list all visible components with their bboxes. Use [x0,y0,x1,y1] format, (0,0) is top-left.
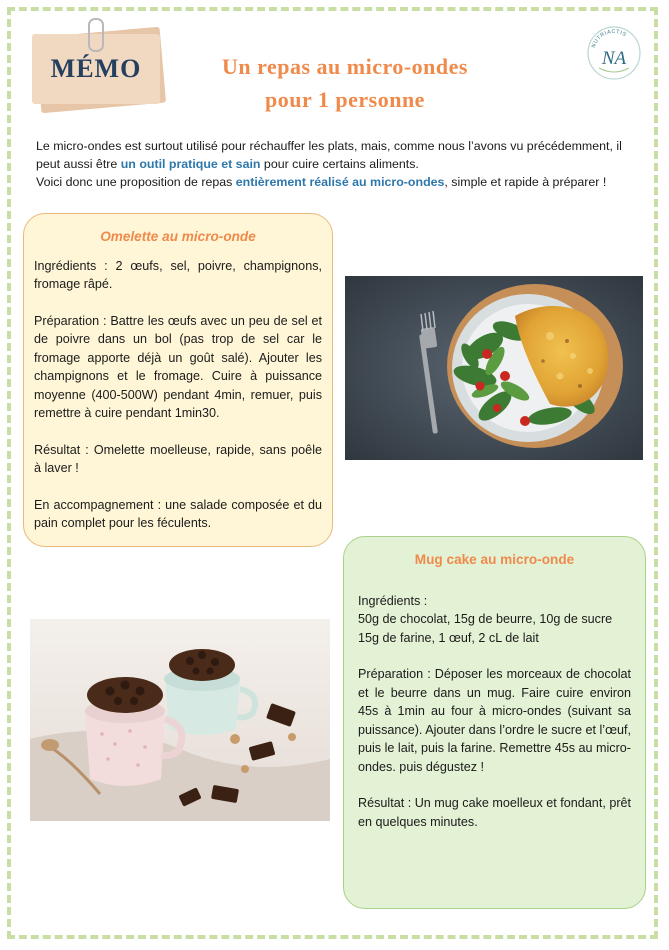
intro-paragraph-2 [36,173,646,191]
intro-paragraph-1 [36,137,646,173]
intro-highlight-1: un outil pratique et sain [120,157,261,171]
title-line-1: Un repas au micro-ondes [222,54,468,79]
section-text: : Omelette moelleuse, rapide, sans poêle à laver ! [34,442,322,475]
memo-tag [28,22,168,112]
omelette-result [34,441,322,478]
section-text: : Déposer les morceaux de chocolat et le beurre dans un mug. Faire cuire environ 45s à 1min au four à micro-ondes (suivant sa puissance). Ajouter dans l’ordre le sucre et l’œuf, puis le lait, puis la farine. Remettre 45s au micro-ondes. puis dégustez ! [358,667,631,774]
mugcake-recipe-card [343,536,646,909]
paperclip-icon [88,18,104,52]
mugcake-preparation [358,665,631,776]
section-label: Résultat [34,442,81,457]
section-label: En accompagnement [34,497,154,512]
section-label: Ingrédients [358,593,421,608]
logo-brand-text: NUTRIACTIS [590,28,628,49]
section-label: Préparation [34,313,100,328]
mugcake-result [358,794,631,831]
omelette-side [34,496,322,533]
intro-text [36,137,646,191]
omelette-ingredients [34,257,322,294]
mugcake-photo [30,619,330,821]
section-label: Ingrédients [34,258,97,273]
svg-text:NUTRIACTIS [591,29,628,49]
memo-label: MÉMO [32,34,160,104]
intro-text-part: Voici donc une proposition de repas [36,175,236,189]
omelette-title: Omelette au micro-onde [100,229,256,244]
omelette-preparation [34,312,322,423]
omelette-photo [345,276,643,460]
section-text: : Un mug cake moelleux et fondant, prêt en quelques minutes. [358,796,632,829]
section-label-suffix: : [420,593,428,608]
ingredients-line: 50g de chocolat, 15g de beurre, 10g de sucre [358,612,613,626]
nutriactis-logo [585,24,643,82]
section-text: : une salade composée et du pain complet pour les féculents. [34,497,323,530]
ingredients-line: 15g de farine, 1 œuf, 2 cL de lait [358,630,539,645]
mugcake-title: Mug cake au micro-onde [414,552,575,567]
section-text: : Battre les œufs avec un peu de sel et de poivre dans un bol (pas trop de sel car le fromage apporte déjà un goût salé). Ajouter les champignons et le fromage. Cuire à puissance moyenne (400-500W) pendant 4min, remuer, puis remettre à cuire pendant 1min30. [34,313,322,420]
intro-text-part: , simple et rapide à préparer ! [444,175,607,189]
section-text: : 2 œufs, sel, poivre, champignons, fromage râpé. [34,258,322,291]
section-label: Préparation [358,667,424,681]
mugcake-ingredients [358,592,631,648]
intro-text-part: Le micro-ondes est surtout utilisé pour réchauffer les plats, mais, comme nous l’avons vu précédemment, il peut aussi être [36,139,622,171]
logo-letters: NA [601,48,627,69]
intro-text-part: pour cuire certains aliments. [260,157,419,171]
title-line-2: pour 1 personne [265,87,425,112]
omelette-recipe-card [23,213,333,547]
section-label: Résultat [358,796,405,810]
page-title [170,50,520,116]
intro-highlight-2: entièrement réalisé au micro-ondes [235,175,445,189]
